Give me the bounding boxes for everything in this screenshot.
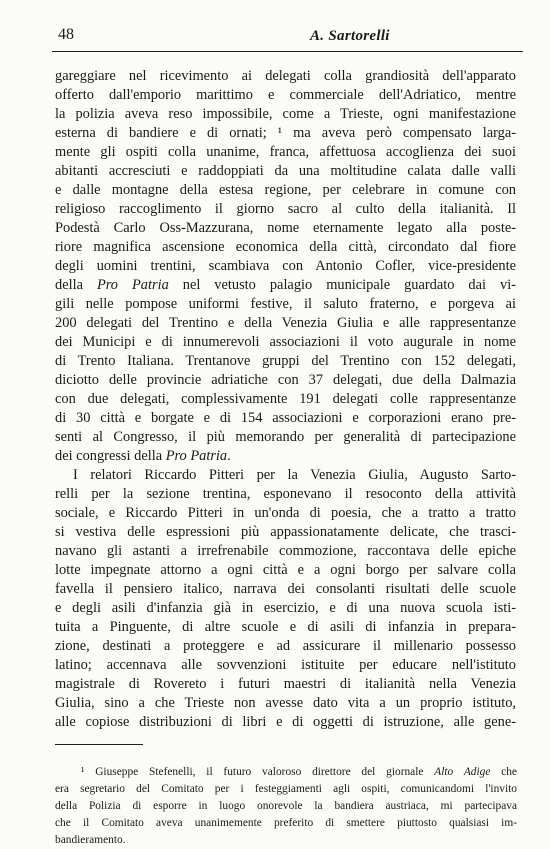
body-line: alle copiose distribuzioni di libri e di oggetti di istruzione, alle gene-	[55, 714, 516, 730]
body-line: di Trento Italiana. Trentanove gruppi del Trentino con 152 delegati,	[55, 353, 516, 369]
body-line: gili nelle pompose uniformi festive, il saluto fraterno, e porgeva ai	[55, 296, 516, 312]
body-line: senti al Congresso, il più memorando per generalità di partecipazione	[55, 429, 516, 445]
body-line: latino; accennava alle sovvenzioni istituite per educare nell'istituto	[55, 657, 516, 673]
body-line: la polizia aveva reso impossibile, come a Trieste, ogni manifestazione	[55, 106, 516, 122]
body-line: dei congressi della Pro Patria.	[55, 448, 231, 464]
body-line: offerto dall'emporio marittimo e commerciale dell'Adriatico, mentre	[55, 87, 516, 103]
footnote-line: che il Comitato aveva unanimemente preferito di smettere piuttosto qualsiasi im-	[55, 817, 517, 829]
body-line: navano gli astanti a irrefrenabile commozione, raccontava delle epiche	[55, 543, 516, 559]
body-line: favella il pensiero italico, narrava dei consolanti risultati delle scuole	[55, 581, 516, 597]
header-rule	[52, 51, 523, 52]
body-line: Giulia, sino a che Trieste non avesse dato vita a un proprio istituto,	[55, 695, 516, 711]
body-line: I relatori Riccardo Pitteri per la Venezia Giulia, Augusto Sarto-	[73, 467, 516, 483]
body-line: diciotto delle provincie adriatiche con 37 delegati, due della Dalmazia	[55, 372, 516, 388]
body-line: zione, destinati a proteggere e ad assicurare il millenario possesso	[55, 638, 516, 654]
body-line: riore magnifica ascensione economica della città, circondato dal fiore	[55, 239, 516, 255]
body-line: dei Municipi e di innumerevoli associazioni il voto augurale in nome	[55, 334, 516, 350]
body-line: religioso raccoglimento il giorno sacro al culto della italianità. Il	[55, 201, 516, 217]
footnote-line: bandieramento.	[55, 834, 126, 846]
footnote-rule	[55, 744, 143, 745]
footnote-line: ¹ Giuseppe Stefenelli, il futuro valoroso direttore del giornale Alto Adige che	[81, 766, 517, 778]
body-line: gareggiare nel ricevimento ai delegati colla grandiosità dell'apparato	[55, 68, 516, 84]
body-line: abitanti accresciuti e raddoppiati da una moltitudine calata dalle valli	[55, 163, 516, 179]
body-line: magistrale di Rovereto i futuri maestri di italianità nella Venezia	[55, 676, 516, 692]
body-line: 200 delegati del Trentino e della Venezia Giulia e alle rappresentanze	[55, 315, 516, 331]
body-line: della Pro Patria nel vetusto palagio municipale guardato dai vi-	[55, 277, 516, 293]
body-line: si vestiva delle espressioni più appassionatamente delicate, che trasci-	[55, 524, 516, 540]
body-line: mente gli ospiti colla unanime, franca, affettuosa accoglienza dei suoi	[55, 144, 516, 160]
body-line: relli per la sezione trentina, esponevano il resoconto della attività	[55, 486, 516, 502]
body-line: tuita a Pinguente, di altre scuole e di asili di infanzia in prepara-	[55, 619, 516, 635]
body-line: Podestà Carlo Oss-Mazzurana, nome eternamente legato alla poste-	[55, 220, 516, 236]
page-header	[52, 26, 523, 50]
body-line: e degli asili d'infanzia già in esercizio, e di una nuova scuola isti-	[55, 600, 516, 616]
footnote-line: della Polizia di esporre in luogo onorevole la bandiera austriaca, mi partecipava	[55, 800, 517, 812]
body-line: e dalle montagne della estesa regione, per celebrare in comune con	[55, 182, 516, 198]
body-line: sociale, e Riccardo Pitteri in un'onda di poesia, che a tratto a tratto	[55, 505, 516, 521]
body-line: lotte impegnate attorno a ogni città e a ogni borgo per salvare colla	[55, 562, 516, 578]
body-line: con due delegati, complessivamente 191 delegati colle rappresentanze	[55, 391, 516, 407]
footnote	[55, 764, 517, 849]
body-line: di 30 città e borgate e di 154 associazioni e corporazioni erano pre-	[55, 410, 516, 426]
page-number: 48	[58, 26, 74, 43]
running-head: A. Sartorelli	[310, 28, 390, 44]
body-line: degli uomini trentini, scambiava con Antonio Cofler, vice-presidente	[55, 258, 516, 274]
body-text	[55, 67, 516, 732]
footnote-line: era segretario del Comitato per i festeggiamenti agli ospiti, comunicandomi l'invito	[55, 783, 517, 795]
body-line: esterna di bandiere e di ornati; ¹ ma aveva però compensato larga-	[55, 125, 516, 141]
